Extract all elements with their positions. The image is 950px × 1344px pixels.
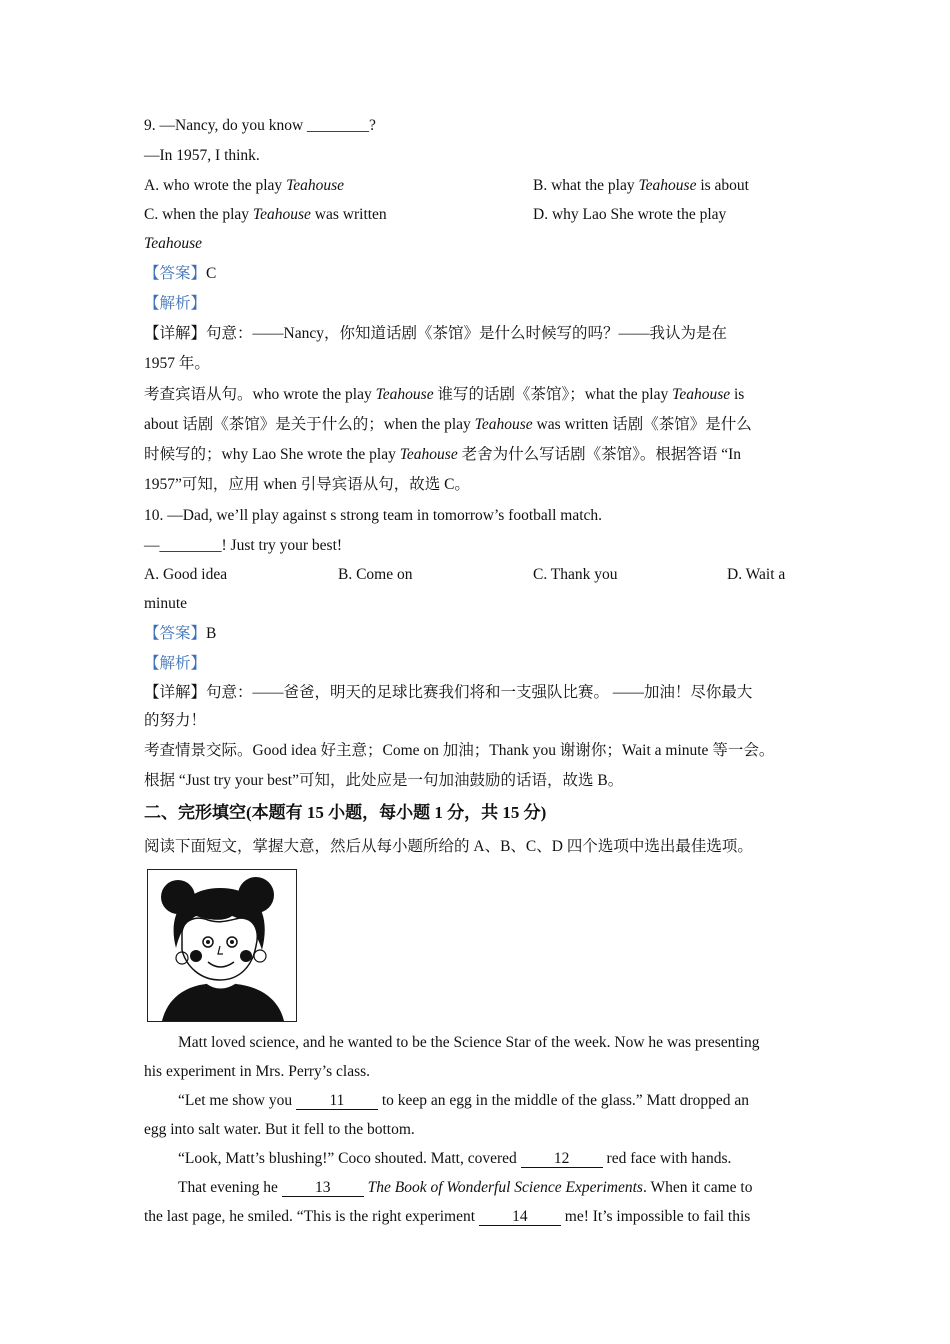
passage-p4-line-1: That evening he 13 The Book of Wonderful Science Experiments. When it came to xyxy=(178,1179,753,1196)
passage-p4-line-2: the last page, he smiled. “This is the right experiment 14 me! It’s impossible to fail this xyxy=(144,1208,751,1225)
q10-explanation-line-1: 考查情景交际。Good idea 好主意；Come on 加油；Thank you 谢谢你；Wait a minute 等一会。 xyxy=(144,742,775,759)
q10-option-a: A. Good idea xyxy=(144,566,228,583)
section-heading: 二、完形填空(本题有 15 小题，每小题 1 分，共 15 分) xyxy=(144,803,547,822)
q9-answer: 【答案】C xyxy=(144,265,217,282)
q9-option-d-wrap: Teahouse xyxy=(144,235,202,252)
q10-detail-line-1: 【详解】句意：——爸爸，明天的足球比赛我们将和一支强队比赛。 ——加油！尽你最大 xyxy=(144,684,753,701)
girl-illustration xyxy=(147,869,297,1022)
passage-p3-line-1: “Look, Matt’s blushing!” Coco shouted. Matt, covered 12 red face with hands. xyxy=(178,1150,732,1167)
blank-13: 13 xyxy=(282,1179,364,1197)
q9-option-c: C. when the play Teahouse was written xyxy=(144,206,387,223)
q9-explanation-line-1: 考查宾语从句。who wrote the play Teahouse 谁写的话剧《茶馆》；what the play Teahouse is xyxy=(144,386,745,403)
q10-answer: 【答案】B xyxy=(144,625,217,642)
q10-option-d: D. Wait a xyxy=(727,566,786,583)
section-instruction: 阅读下面短文，掌握大意，然后从每小题所给的 A、B、C、D 四个选项中选出最佳选项。 xyxy=(144,838,753,855)
q10-option-c: C. Thank you xyxy=(533,566,618,583)
passage-p2-line-2: egg into salt water. But it fell to the bottom. xyxy=(144,1121,415,1138)
q10-explanation-line-2: 根据 “Just try your best”可知，此处应是一句加油鼓励的话语，故选 B。 xyxy=(144,772,624,789)
blank-14: 14 xyxy=(479,1208,561,1226)
q9-option-d: D. why Lao She wrote the play xyxy=(533,206,727,223)
q9-analysis-label: 【解析】 xyxy=(144,295,207,312)
q9-explanation-line-2: about 话剧《茶馆》是关于什么的；when the play Teahouse was written 话剧《茶馆》是什么 xyxy=(144,416,752,433)
passage-p2-line-1: “Let me show you 11 to keep an egg in the middle of the glass.” Matt dropped an xyxy=(178,1092,749,1109)
q9-explanation-line-4: 1957”可知，应用 when 引导宾语从句，故选 C。 xyxy=(144,476,470,493)
passage-p1-line-2: his experiment in Mrs. Perry’s class. xyxy=(144,1063,371,1080)
shirt xyxy=(162,984,284,1021)
q9-option-b: B. what the play Teahouse is about xyxy=(533,177,749,194)
q9-detail-line-2: 1957 年。 xyxy=(144,355,210,372)
cheek-right xyxy=(240,950,252,962)
girl-cartoon-drawing xyxy=(148,870,296,1021)
q10-analysis-label: 【解析】 xyxy=(144,655,207,672)
q9-stem: 9. —Nancy, do you know ________? xyxy=(144,117,376,134)
q9-explanation-line-3: 时候写的；why Lao She wrote the play Teahouse 老舍为什么写话剧《茶馆》。根据答语 “In xyxy=(144,446,742,463)
q9-option-a: A. who wrote the play Teahouse xyxy=(144,177,345,194)
q10-option-b: B. Come on xyxy=(338,566,413,583)
q9-detail-line-1: 【详解】句意：——Nancy，你知道话剧《茶馆》是什么时候写的吗？——我认为是在 xyxy=(144,325,727,342)
cheek-left xyxy=(190,950,202,962)
q10-stem: 10. —Dad, we’ll play against s strong team in tomorrow’s football match. xyxy=(144,507,603,524)
q10-detail-line-2: 的努力！ xyxy=(144,712,207,729)
blank-12: 12 xyxy=(521,1150,603,1168)
q9-reply: —In 1957, I think. xyxy=(144,147,260,164)
q10-reply: —________! Just try your best! xyxy=(144,537,343,554)
blank-11: 11 xyxy=(296,1092,378,1110)
passage-p1-line-1: Matt loved science, and he wanted to be the Science Star of the week. Now he was presenting xyxy=(178,1034,760,1051)
q10-option-d-wrap: minute xyxy=(144,595,188,612)
